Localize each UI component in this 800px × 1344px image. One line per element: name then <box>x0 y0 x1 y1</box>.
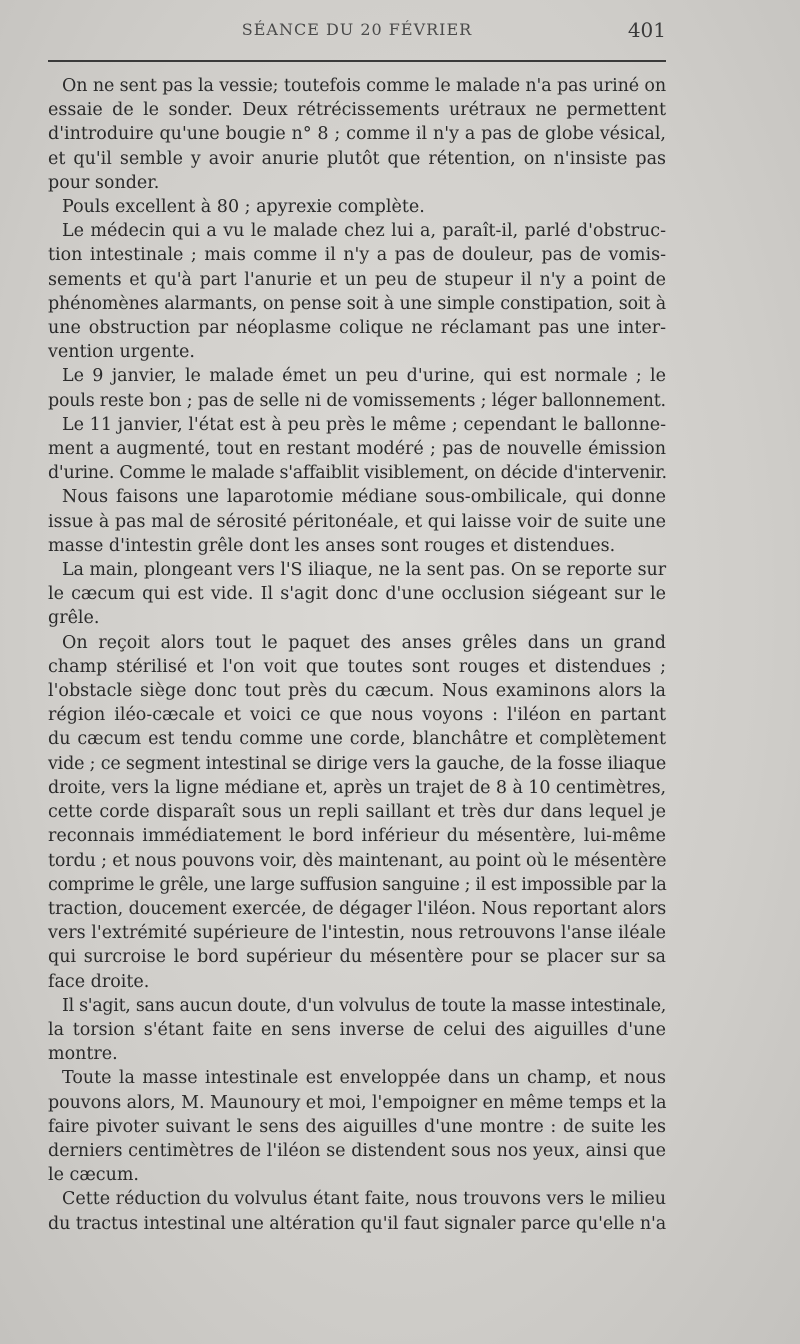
text-line: sements et qu'à part l'anurie et un peu de stupeur il n'y a point de <box>48 269 666 290</box>
page-number: 401 <box>627 18 666 42</box>
text-line: pour sonder. <box>48 172 160 193</box>
text-line: le cæcum. <box>48 1165 139 1186</box>
text-line: Le 9 janvier, le malade émet un peu d'urine, qui est normale ; le <box>62 366 666 387</box>
text-line: faire pivoter suivant le sens des aiguilles d'une montre : de suite les <box>48 1116 666 1137</box>
text-line: ment a augmenté, tout en restant modéré ; pas de nouvelle émission <box>48 439 666 460</box>
text-line: Nous faisons une laparotomie médiane sous-ombilicale, qui donne <box>62 487 666 508</box>
text-line: l'obstacle siège donc tout près du cæcum. Nous examinons alors la <box>48 681 666 702</box>
text-line: du cæcum est tendu comme une corde, blanchâtre et complètement <box>48 729 666 750</box>
paragraph <box>48 485 666 558</box>
text-line: d'introduire qu'une bougie n° 8 ; comme il n'y a pas de globe vésical, <box>48 124 666 145</box>
text-line: Le médecin qui a vu le malade chez lui a, paraît-il, parlé d'obstruc- <box>62 221 666 242</box>
text-line: On reçoit alors tout le paquet des anses grêles dans un grand <box>62 632 666 653</box>
running-head: SÉANCE DU 20 FÉVRIER <box>241 20 473 39</box>
text-line: cette corde disparaît sous un repli saillant et très dur dans lequel je <box>48 802 666 823</box>
text-line: d'urine. Comme le malade s'affaiblit visiblement, on décide d'intervenir. <box>48 463 667 484</box>
header-rule <box>48 60 666 62</box>
text-line: vers l'extrémité supérieure de l'intestin, nous retrouvons l'anse iléale <box>48 923 666 944</box>
text-line: masse d'intestin grêle dont les anses sont rouges et distendues. <box>48 535 616 556</box>
text-line: Cette réduction du volvulus étant faite, nous trouvons vers le milieu <box>62 1189 666 1210</box>
text-line: vention urgente. <box>48 342 195 363</box>
paragraph <box>48 631 666 994</box>
text-line: pouls reste bon ; pas de selle ni de vomissements ; léger ballonnement. <box>48 390 666 411</box>
text-line: comprime le grêle, une large suffusion sanguine ; il est impossible par la <box>48 874 667 895</box>
text-line: traction, doucement exercée, de dégager l'iléon. Nous reportant alors <box>48 898 667 919</box>
text-line: tordu ; et nous pouvons voir, dès maintenant, au point où le mésentère <box>48 850 667 871</box>
text-line: Le 11 janvier, l'état est à peu près le même ; cependant le ballonne- <box>62 414 666 435</box>
paragraph <box>48 558 666 631</box>
text-line: pouvons alors, M. Maunoury et moi, l'empoigner en même temps et la <box>48 1092 667 1113</box>
text-line: une obstruction par néoplasme colique ne réclamant pas une inter- <box>48 318 666 339</box>
text-line: reconnais immédiatement le bord inférieur du mésentère, lui-même <box>48 826 666 847</box>
text-line: Toute la masse intestinale est enveloppée dans un champ, et nous <box>62 1068 666 1089</box>
text-line: et qu'il semble y avoir anurie plutôt que rétention, on n'insiste pas <box>48 148 666 169</box>
paragraph <box>48 1066 666 1187</box>
text-line: essaie de le sonder. Deux rétrécissements urétraux ne permettent <box>48 100 666 121</box>
paragraph <box>48 1187 666 1235</box>
text-line: derniers centimètres de l'iléon se distendent sous nos yeux, ainsi que <box>48 1140 666 1161</box>
text-line: région iléo-cæcale et voici ce que nous voyons : l'iléon en partant <box>48 705 666 726</box>
paragraph <box>48 74 666 195</box>
text-line: la torsion s'étant faite en sens inverse de celui des aiguilles d'une <box>48 1019 666 1040</box>
text-line: droite, vers la ligne médiane et, après un trajet de 8 à 10 centimètres, <box>48 777 666 798</box>
text-line: Pouls excellent à 80 ; apyrexie complète. <box>62 197 425 218</box>
paragraph <box>48 195 666 219</box>
paragraph <box>48 994 666 1067</box>
text-line: Il s'agit, sans aucun doute, d'un volvulus de toute la masse intestinale, <box>62 995 666 1016</box>
text-line: issue à pas mal de sérosité péritonéale, et qui laisse voir de suite une <box>48 511 666 532</box>
paragraph <box>48 219 666 364</box>
text-line: grêle. <box>48 608 100 629</box>
paragraph <box>48 413 666 486</box>
page-header <box>48 18 666 48</box>
text-line: face droite. <box>48 971 150 992</box>
body-text <box>48 74 666 1236</box>
text-line: qui surcroise le bord supérieur du mésentère pour se placer sur sa <box>48 947 666 968</box>
text-line: le cæcum qui est vide. Il s'agit donc d'une occlusion siégeant sur le <box>48 584 666 605</box>
text-line: montre. <box>48 1044 118 1065</box>
paragraph <box>48 364 666 412</box>
text-line: vide ; ce segment intestinal se dirige vers la gauche, de la fosse iliaque <box>48 753 666 774</box>
text-line: phénomènes alarmants, on pense soit à une simple constipation, soit à <box>48 293 666 314</box>
text-line: du tractus intestinal une altération qu'il faut signaler parce qu'elle n'a <box>48 1213 667 1234</box>
text-line: tion intestinale ; mais comme il n'y a pas de douleur, pas de vomis- <box>48 245 666 266</box>
text-line: champ stérilisé et l'on voit que toutes sont rouges et distendues ; <box>48 656 666 677</box>
text-line: On ne sent pas la vessie; toutefois comme le malade n'a pas uriné on <box>62 76 666 96</box>
text-line: La main, plongeant vers l'S iliaque, ne la sent pas. On se reporte sur <box>62 560 666 581</box>
